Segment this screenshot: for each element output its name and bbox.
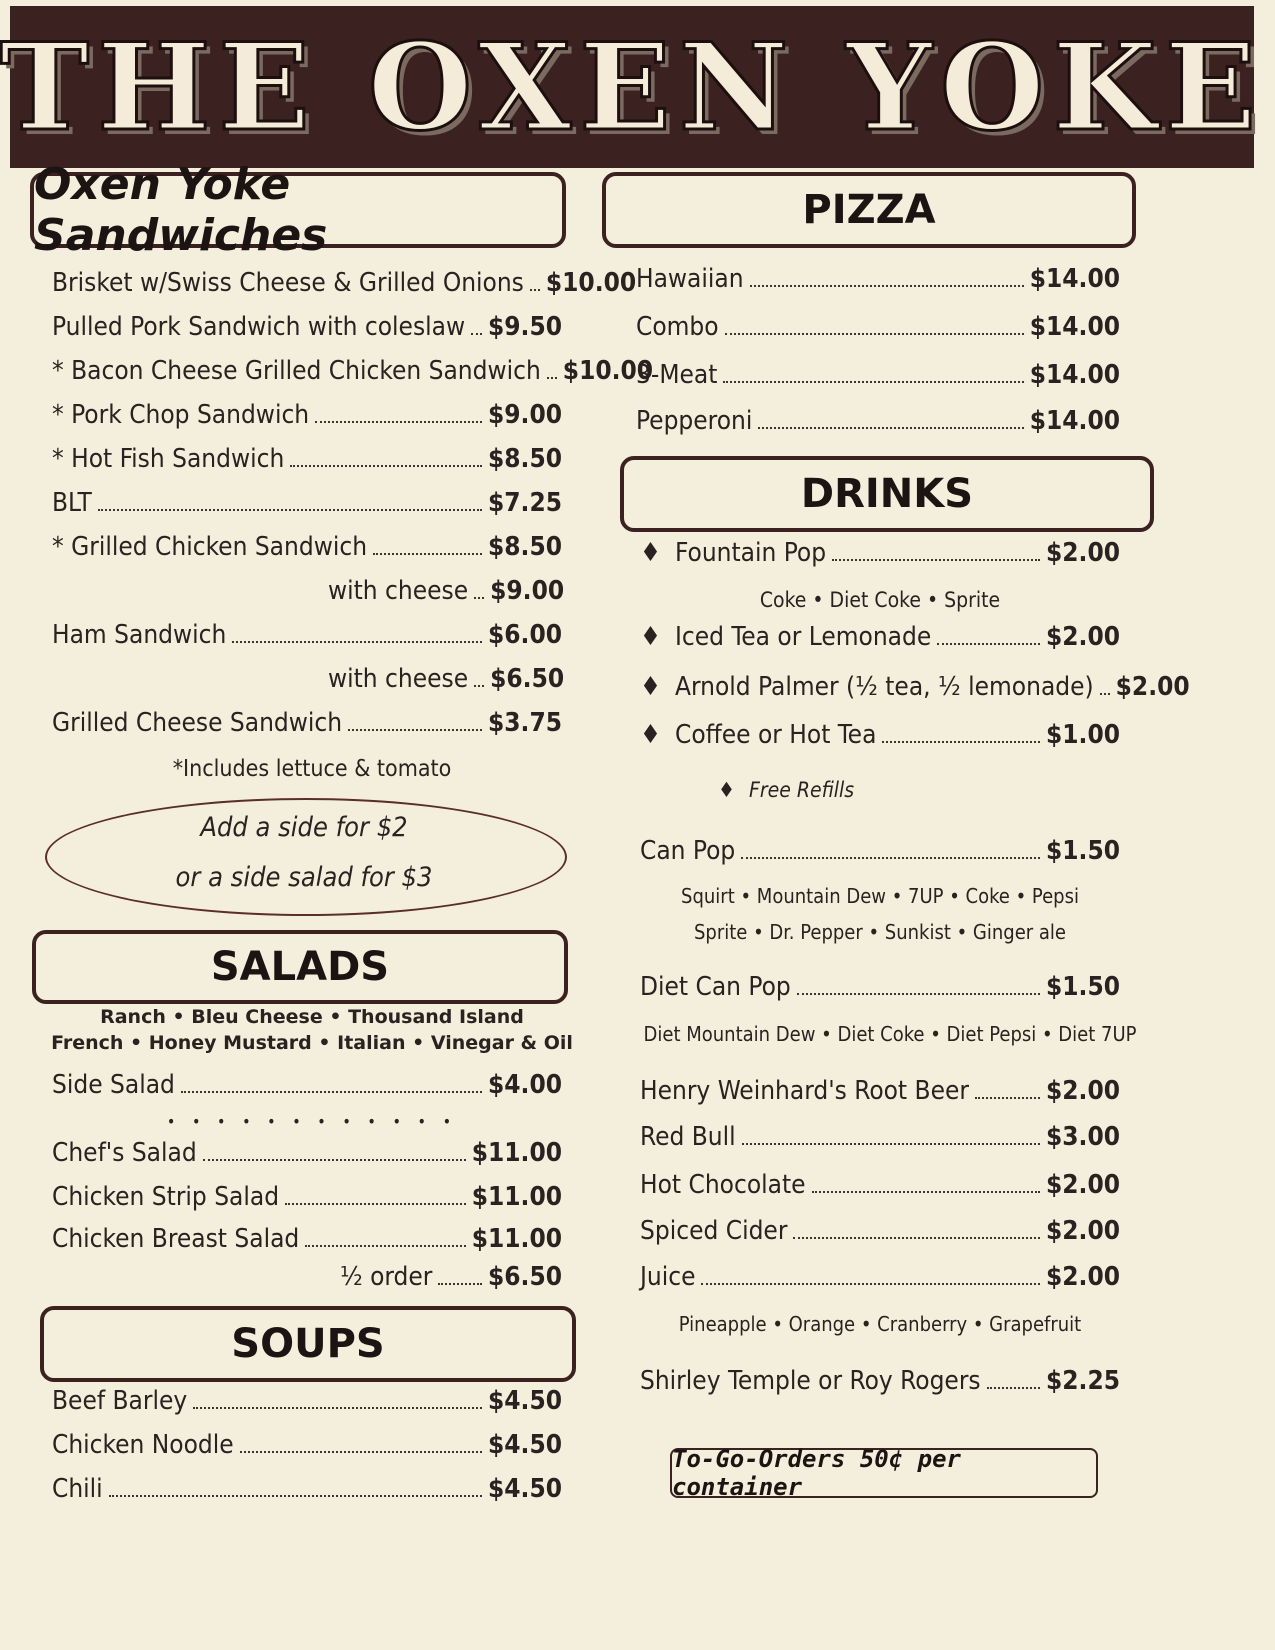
soups-heading-box — [40, 1306, 576, 1382]
leader-dots — [812, 1191, 1040, 1193]
menu-item-price: $9.00 — [488, 400, 562, 430]
menu-item-price: $14.00 — [1029, 360, 1120, 390]
leader-dots — [758, 427, 1023, 429]
menu-item-name: Pulled Pork Sandwich with coleslaw — [52, 312, 466, 342]
menu-item-price: $9.50 — [488, 312, 562, 342]
menu-item-name: Brisket w/Swiss Cheese & Grilled Onions — [52, 268, 524, 298]
menu-item-name: 3-Meat — [636, 360, 718, 390]
menu-item — [340, 1264, 562, 1290]
menu-item-price: $4.50 — [488, 1386, 562, 1416]
menu-item-iced-tea: ♦ Iced Tea or Lemonade $2.00 — [640, 622, 1120, 652]
menu-item-price: $11.00 — [471, 1138, 562, 1168]
menu-item-price: $14.00 — [1029, 406, 1120, 436]
menu-item-price: $8.50 — [488, 444, 562, 474]
menu-item-name: with cheese — [328, 576, 469, 606]
leader-dots — [232, 641, 482, 643]
menu-item-price: $2.00 — [1046, 1262, 1120, 1292]
menu-item-price: $11.00 — [471, 1182, 562, 1212]
menu-item-name: * Grilled Chicken Sandwich — [52, 532, 368, 562]
menu-item — [640, 1172, 1120, 1198]
leader-dots — [98, 509, 482, 511]
fountain-flavors: Coke • Diet Coke • Sprite — [759, 588, 1001, 612]
leader-dots — [975, 1097, 1040, 1099]
menu-item-price: $3.75 — [488, 708, 562, 738]
menu-item-price: $8.50 — [488, 532, 562, 562]
menu-item — [52, 1388, 562, 1414]
menu-item-price: $14.00 — [1029, 312, 1120, 342]
menu-item — [52, 622, 562, 648]
menu-item-can-pop: Can Pop $1.50 — [640, 836, 1120, 866]
menu-item-diet-can-pop: Diet Can Pop $1.50 — [640, 972, 1120, 1002]
menu-item-price: $2.00 — [1046, 1216, 1120, 1246]
dressings-line2: French • Honey Mustard • Italian • Vinegar & Oil — [51, 1032, 573, 1054]
leader-dots — [240, 1451, 482, 1453]
menu-item-name: Henry Weinhard's Root Beer — [640, 1076, 969, 1106]
menu-item-price: $4.50 — [488, 1430, 562, 1460]
leader-dots — [742, 1143, 1040, 1145]
leader-dots — [193, 1407, 482, 1409]
menu-item-price: $6.00 — [488, 620, 562, 650]
menu-item-coffee: ♦ Coffee or Hot Tea $1.00 — [640, 720, 1120, 750]
leader-dots — [750, 285, 1024, 287]
juice-flavors: Pineapple • Orange • Cranberry • Grapefruit — [678, 1312, 1082, 1336]
menu-item-shirley-temple: Shirley Temple or Roy Rogers $2.25 — [640, 1366, 1120, 1396]
menu-item-price: $3.00 — [1046, 1122, 1120, 1152]
leader-dots — [474, 685, 484, 687]
soups-heading: SOUPS — [231, 1321, 385, 1367]
leader-dots — [471, 333, 482, 335]
menu-item-name: Chili — [52, 1474, 103, 1504]
salads-heading: SALADS — [210, 944, 390, 990]
drinks-heading: DRINKS — [800, 471, 974, 517]
menu-item — [52, 490, 562, 516]
menu-item-name: Red Bull — [640, 1122, 736, 1152]
menu-item — [52, 534, 562, 560]
menu-item — [636, 314, 1120, 340]
menu-item-price: $2.00 — [1046, 1076, 1120, 1106]
menu-item-name: with cheese — [328, 664, 469, 694]
restaurant-title: THE OXEN YOKE — [0, 16, 1265, 158]
sandwiches-heading: Oxen Yoke Sandwiches — [34, 159, 328, 261]
menu-item — [636, 408, 1120, 434]
menu-item-name: Ham Sandwich — [52, 620, 227, 650]
menu-item-name: Hot Chocolate — [640, 1170, 806, 1200]
menu-item-price: $10.00 — [545, 268, 637, 298]
menu-item — [52, 1226, 562, 1252]
leader-dots — [474, 597, 484, 599]
menu-item-fountain-pop: ♦ Fountain Pop $2.00 — [640, 538, 1120, 568]
menu-item-price: $9.00 — [490, 576, 565, 606]
menu-item — [640, 1078, 1120, 1104]
leader-dots — [203, 1159, 466, 1161]
menu-item-name: Spiced Cider — [640, 1216, 788, 1246]
side-offer-line1: Add a side for $2 — [200, 812, 408, 843]
menu-item-price: $7.25 — [488, 488, 562, 518]
pizza-heading: PIZZA — [802, 187, 936, 233]
menu-item — [52, 1476, 562, 1502]
leader-dots — [530, 289, 540, 291]
leader-dots — [285, 1203, 466, 1205]
to-go-note: To-Go-Orders 50¢ per container — [672, 1445, 961, 1501]
menu-item-name: * Hot Fish Sandwich — [52, 444, 285, 474]
menu-item — [636, 266, 1120, 292]
menu-item-price: $14.00 — [1029, 264, 1120, 294]
menu-item-name: Hawaiian — [636, 264, 744, 294]
menu-item-price: $6.50 — [488, 1262, 562, 1292]
sandwiches-heading-box — [30, 159, 566, 261]
leader-dots — [723, 381, 1023, 383]
salads-divider: • • • • • • • • • • • • — [166, 1112, 458, 1131]
leader-dots — [305, 1245, 465, 1247]
menu-item — [52, 402, 562, 428]
menu-item-name: Grilled Cheese Sandwich — [52, 708, 343, 738]
menu-item-name: Beef Barley — [52, 1386, 188, 1416]
menu-item — [52, 268, 637, 298]
menu-item-name: Pepperoni — [636, 406, 753, 436]
menu-item-name: * Pork Chop Sandwich — [52, 400, 310, 430]
leader-dots — [348, 729, 482, 731]
menu-item-name: Combo — [636, 312, 719, 342]
leader-dots — [793, 1237, 1040, 1239]
menu-item-price: $11.00 — [471, 1224, 562, 1254]
pizza-heading-box — [602, 172, 1136, 248]
menu-item-side-salad: Side Salad $4.00 — [52, 1070, 562, 1100]
menu-item-name: * Bacon Cheese Grilled Chicken Sandwich — [52, 356, 541, 386]
leader-dots — [109, 1495, 482, 1497]
menu-item-name: Chicken Noodle — [52, 1430, 234, 1460]
leader-dots — [547, 377, 557, 379]
side-offer-line2: or a side salad for $3 — [175, 862, 433, 893]
diet-flavors: Diet Mountain Dew • Diet Coke • Diet Pepsi • Diet 7UP — [643, 1022, 1137, 1046]
leader-dots — [373, 553, 482, 555]
menu-item — [52, 446, 562, 472]
menu-item — [328, 664, 565, 694]
menu-item-price: $6.50 — [490, 664, 565, 694]
title-banner — [0, 6, 1265, 168]
menu-item-price: $2.00 — [1046, 1170, 1120, 1200]
menu-item-arnold-palmer: ♦ Arnold Palmer (½ tea, ½ lemonade) $2.00 — [640, 672, 1190, 702]
menu-item — [640, 1218, 1120, 1244]
menu-item-name: BLT — [52, 488, 92, 518]
menu-item-name: Juice — [640, 1262, 696, 1292]
leader-dots — [315, 421, 482, 423]
menu-item-name: Chef's Salad — [52, 1138, 197, 1168]
menu-item — [640, 1264, 1120, 1290]
sandwiches-note: *Includes lettuce & tomato — [172, 756, 452, 782]
menu-item-price: $4.50 — [488, 1474, 562, 1504]
can-flavors-line2: Sprite • Dr. Pepper • Sunkist • Ginger ale — [693, 920, 1066, 944]
menu-item — [52, 1432, 562, 1458]
menu-item-price: $10.00 — [562, 356, 654, 386]
leader-dots — [290, 465, 482, 467]
salads-heading-box — [32, 930, 568, 1004]
drinks-heading-box — [620, 456, 1154, 532]
menu-item-name: Chicken Strip Salad — [52, 1182, 280, 1212]
leader-dots — [701, 1283, 1040, 1285]
menu-item-name: ½ order — [340, 1262, 433, 1292]
menu-item — [52, 710, 562, 736]
menu-item-name: Chicken Breast Salad — [52, 1224, 300, 1254]
menu-item — [52, 314, 562, 340]
leader-dots — [438, 1283, 482, 1285]
menu-item — [640, 1124, 1120, 1150]
dressings-line1: Ranch • Bleu Cheese • Thousand Island — [100, 1006, 524, 1028]
can-flavors-line1: Squirt • Mountain Dew • 7UP • Coke • Pepsi — [681, 884, 1079, 908]
menu-item — [636, 362, 1120, 388]
menu-item — [52, 1184, 562, 1210]
to-go-box — [670, 1445, 1098, 1501]
menu-item — [52, 1140, 562, 1166]
menu-item — [328, 576, 565, 606]
menu-item — [52, 356, 654, 386]
leader-dots — [725, 333, 1024, 335]
free-refills: ♦ Free Refills — [718, 778, 855, 802]
